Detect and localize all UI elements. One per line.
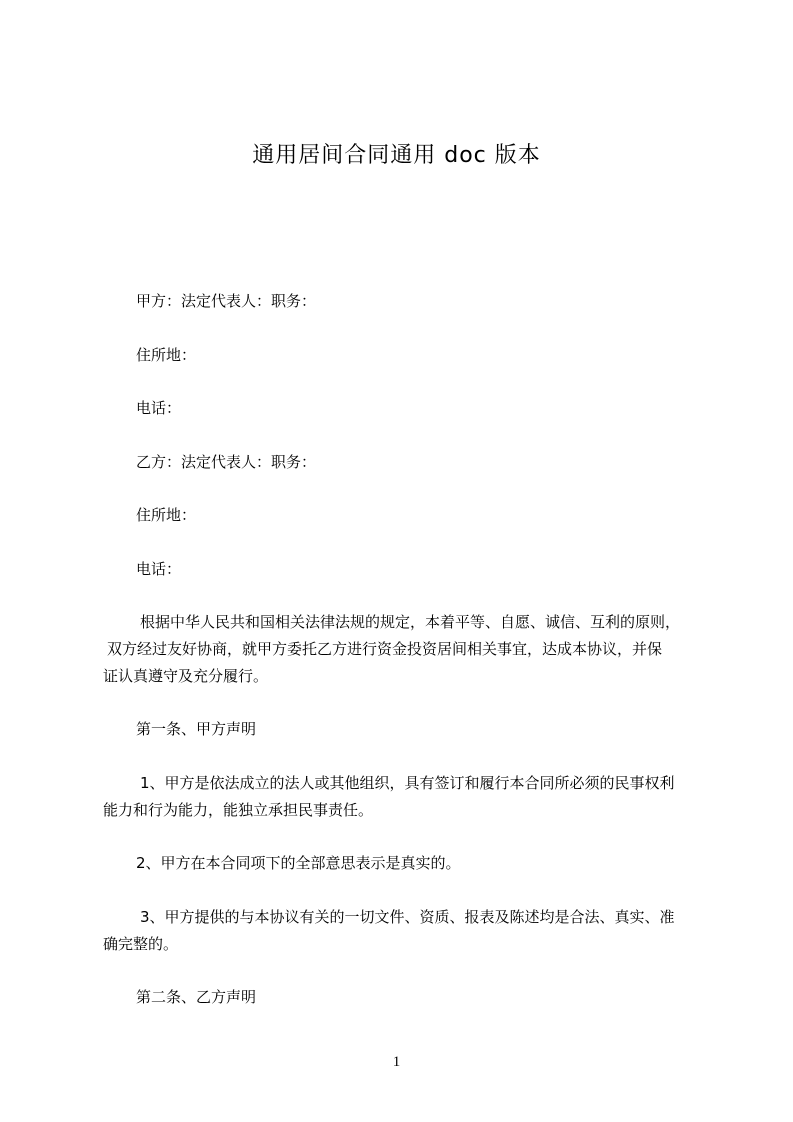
party-a-line: 甲方：法定代表人：职务：	[136, 292, 317, 310]
article-2-heading: 第二条、乙方声明	[136, 988, 257, 1006]
article-1-item-3-line-1: 3、甲方提供的与本协议有关的一切文件、资质、报表及陈述均是合法、真实、准	[140, 908, 675, 926]
document-title: 通用居间合同通用 doc 版本	[252, 143, 541, 168]
party-a-address: 住所地：	[136, 346, 197, 364]
party-a-phone: 电话：	[136, 399, 182, 417]
page-number: 1	[392, 1054, 401, 1070]
article-1-heading: 第一条、甲方声明	[136, 720, 257, 738]
article-1-item-2: 2、甲方在本合同项下的全部意思表示是真实的。	[136, 854, 461, 872]
article-1-item-3-line-2: 确完整的。	[103, 935, 179, 953]
preamble-line-1: 根据中华人民共和国相关法律法规的规定，本着平等、自愿、诚信、互利的原则，	[140, 613, 681, 631]
preamble-line-2: 双方经过友好协商，就甲方委托乙方进行资金投资居间相关事宜，达成本协议，并保	[107, 640, 663, 658]
article-1-item-1-line-2: 能力和行为能力，能独立承担民事责任。	[103, 801, 374, 819]
party-b-line: 乙方：法定代表人：职务：	[136, 453, 317, 471]
article-1-item-1-line-1: 1、甲方是依法成立的法人或其他组织，具有签订和履行本合同所必须的民事权利	[140, 774, 675, 792]
party-b-phone: 电话：	[136, 560, 182, 578]
party-b-address: 住所地：	[136, 506, 197, 524]
preamble-line-3: 证认真遵守及充分履行。	[103, 667, 269, 685]
